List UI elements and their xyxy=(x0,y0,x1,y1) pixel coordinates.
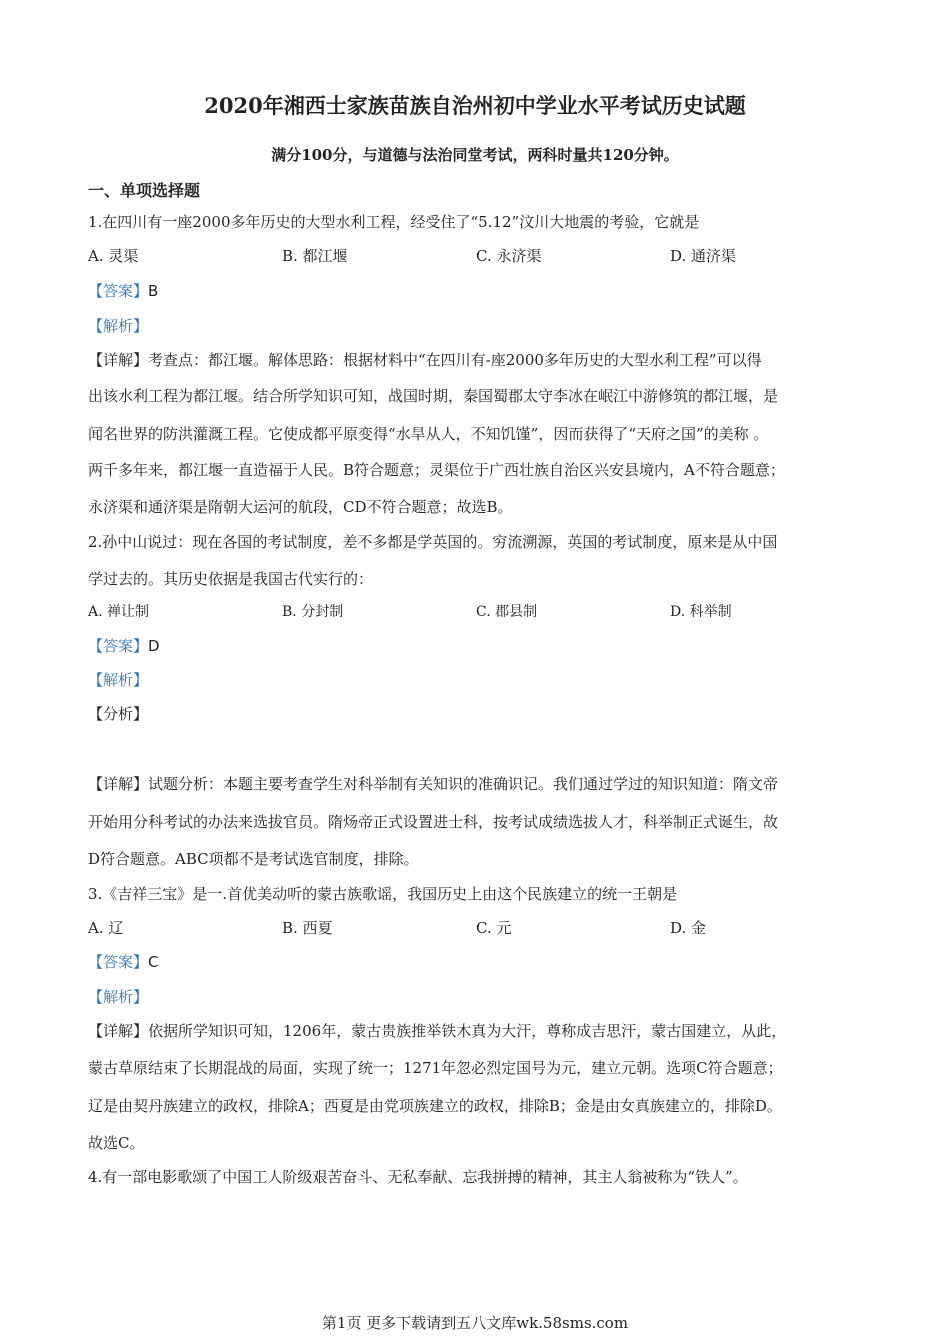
q1-option-b: B. 都江堰 xyxy=(282,247,348,265)
q2-jiexi-label: 【解析】 xyxy=(88,671,149,689)
q2-detail-line-3: D符合题意。ABC项都不是考试选官制度，排除。 xyxy=(88,850,419,868)
q2-option-b: B. 分封制 xyxy=(282,604,344,620)
q2-fenxi-label: 【分析】 xyxy=(88,705,149,723)
detail-label: 【详解】 xyxy=(88,775,149,793)
q1-detail-text-1: 考查点：都江堰。解体思路：根据材料中“在四川有-座2000多年历史的大型水利工程”可以得 xyxy=(148,351,762,369)
q1-answer: B xyxy=(148,282,159,300)
q2-option-d: D. 科举制 xyxy=(670,604,732,620)
page-footer: 第1页 更多下载请到五八文库wk.58sms.com xyxy=(321,1314,629,1332)
q1-option-c: C. 永济渠 xyxy=(476,247,542,265)
q3-detail-line-4: 故选C。 xyxy=(88,1134,145,1152)
answer-label: 【答案】 xyxy=(88,282,149,300)
q1-stem: 1.在四川有一座2000多年历史的大型水利工程，经受住了“5.12”汶川大地震的考验，它就是 xyxy=(88,213,700,231)
q1-jiexi-label: 【解析】 xyxy=(88,317,149,335)
q3-answer: C xyxy=(148,953,159,971)
q3-option-d: D. 金 xyxy=(670,919,707,937)
q3-detail-line-1 xyxy=(88,1021,786,1041)
detail-label: 【详解】 xyxy=(88,1022,149,1040)
answer-label: 【答案】 xyxy=(88,953,149,971)
q1-detail-line-2: 出该水利工程为都江堰。结合所学知识可知，战国时期，秦国蜀郡太守李冰在岷江中游修筑的都江堰，是 xyxy=(88,387,779,405)
detail-label: 【详解】 xyxy=(88,351,149,369)
q1-detail-line-1 xyxy=(88,350,762,370)
exam-subtitle: 满分100分，与道德与法治同堂考试，两科时量共120分钟。 xyxy=(271,146,679,164)
q1-detail-line-4: 两千多年来，都江堰一直造福于人民。B符合题意；灵渠位于广西壮族自治区兴安县境内，A不符合题意； xyxy=(88,461,785,479)
q2-stem-line-1: 2.孙中山说过：现在各国的考试制度，差不多都是学英国的。穷流溯源，英国的考试制度，原来是从中国 xyxy=(88,533,778,551)
q3-answer-row xyxy=(88,952,159,972)
q2-option-c: C. 郡县制 xyxy=(476,604,538,620)
q2-detail-line-2: 开始用分科考试的办法来选拔官员。隋炀帝正式设置进士科，按考试成绩选拔人才，科举制正式诞生，故 xyxy=(88,813,779,831)
q1-detail-line-5: 永济渠和通济渠是隋朝大运河的航段，CD不符合题意；故选B。 xyxy=(88,498,513,516)
answer-label: 【答案】 xyxy=(88,637,149,655)
q3-detail-line-3: 辽是由契丹族建立的政权，排除A；西夏是由党项族建立的政权，排除B；金是由女真族建立的，排除D。 xyxy=(88,1097,782,1115)
q3-detail-line-2: 蒙古草原结束了长期混战的局面，实现了统一；1271年忽必烈定国号为元，建立元朝。选项C符合题意； xyxy=(88,1059,783,1077)
q4-stem: 4.有一部电影歌颂了中国工人阶级艰苦奋斗、无私奉献、忘我拼搏的精神，其主人翁被称为“铁人”。 xyxy=(88,1168,748,1186)
exam-title: 2020年湘西士家族苗族自治州初中学业水平考试历史试题 xyxy=(204,93,746,118)
q3-option-a: A. 辽 xyxy=(88,919,124,937)
q2-answer: D xyxy=(148,637,160,655)
q1-option-a: A. 灵渠 xyxy=(88,247,139,265)
q3-option-b: B. 西夏 xyxy=(282,919,333,937)
q1-answer-row xyxy=(88,281,158,301)
q2-detail-line-1 xyxy=(88,774,778,794)
q3-detail-text-1: 依据所学知识可知，1206年，蒙古贵族推举铁木真为大汗，尊称成吉思汗，蒙古国建立，从此， xyxy=(148,1022,787,1040)
q1-option-d: D. 通济渠 xyxy=(670,247,737,265)
q3-option-c: C. 元 xyxy=(476,919,512,937)
q2-detail-text-1: 试题分析：本题主要考查学生对科举制有关知识的准确识记。我们通过学过的知识知道：隋文帝 xyxy=(148,775,779,793)
q2-option-a: A. 禅让制 xyxy=(88,604,150,620)
q2-stem-line-2: 学过去的。其历史依据是我国古代实行的： xyxy=(88,570,374,588)
q3-stem: 3.《吉祥三宝》是一.首优美动听的蒙古族歌谣，我国历史上由这个民族建立的统一王朝是 xyxy=(88,885,678,903)
q1-detail-line-3: 闻名世界的防洪灌溉工程。它使成都平原变得“水旱从人，不知饥馑”，因而获得了“天府之国”的美称 。 xyxy=(88,425,769,443)
q3-jiexi-label: 【解析】 xyxy=(88,988,149,1006)
q2-answer-row xyxy=(88,636,160,656)
section-heading: 一、单项选择题 xyxy=(88,181,201,200)
